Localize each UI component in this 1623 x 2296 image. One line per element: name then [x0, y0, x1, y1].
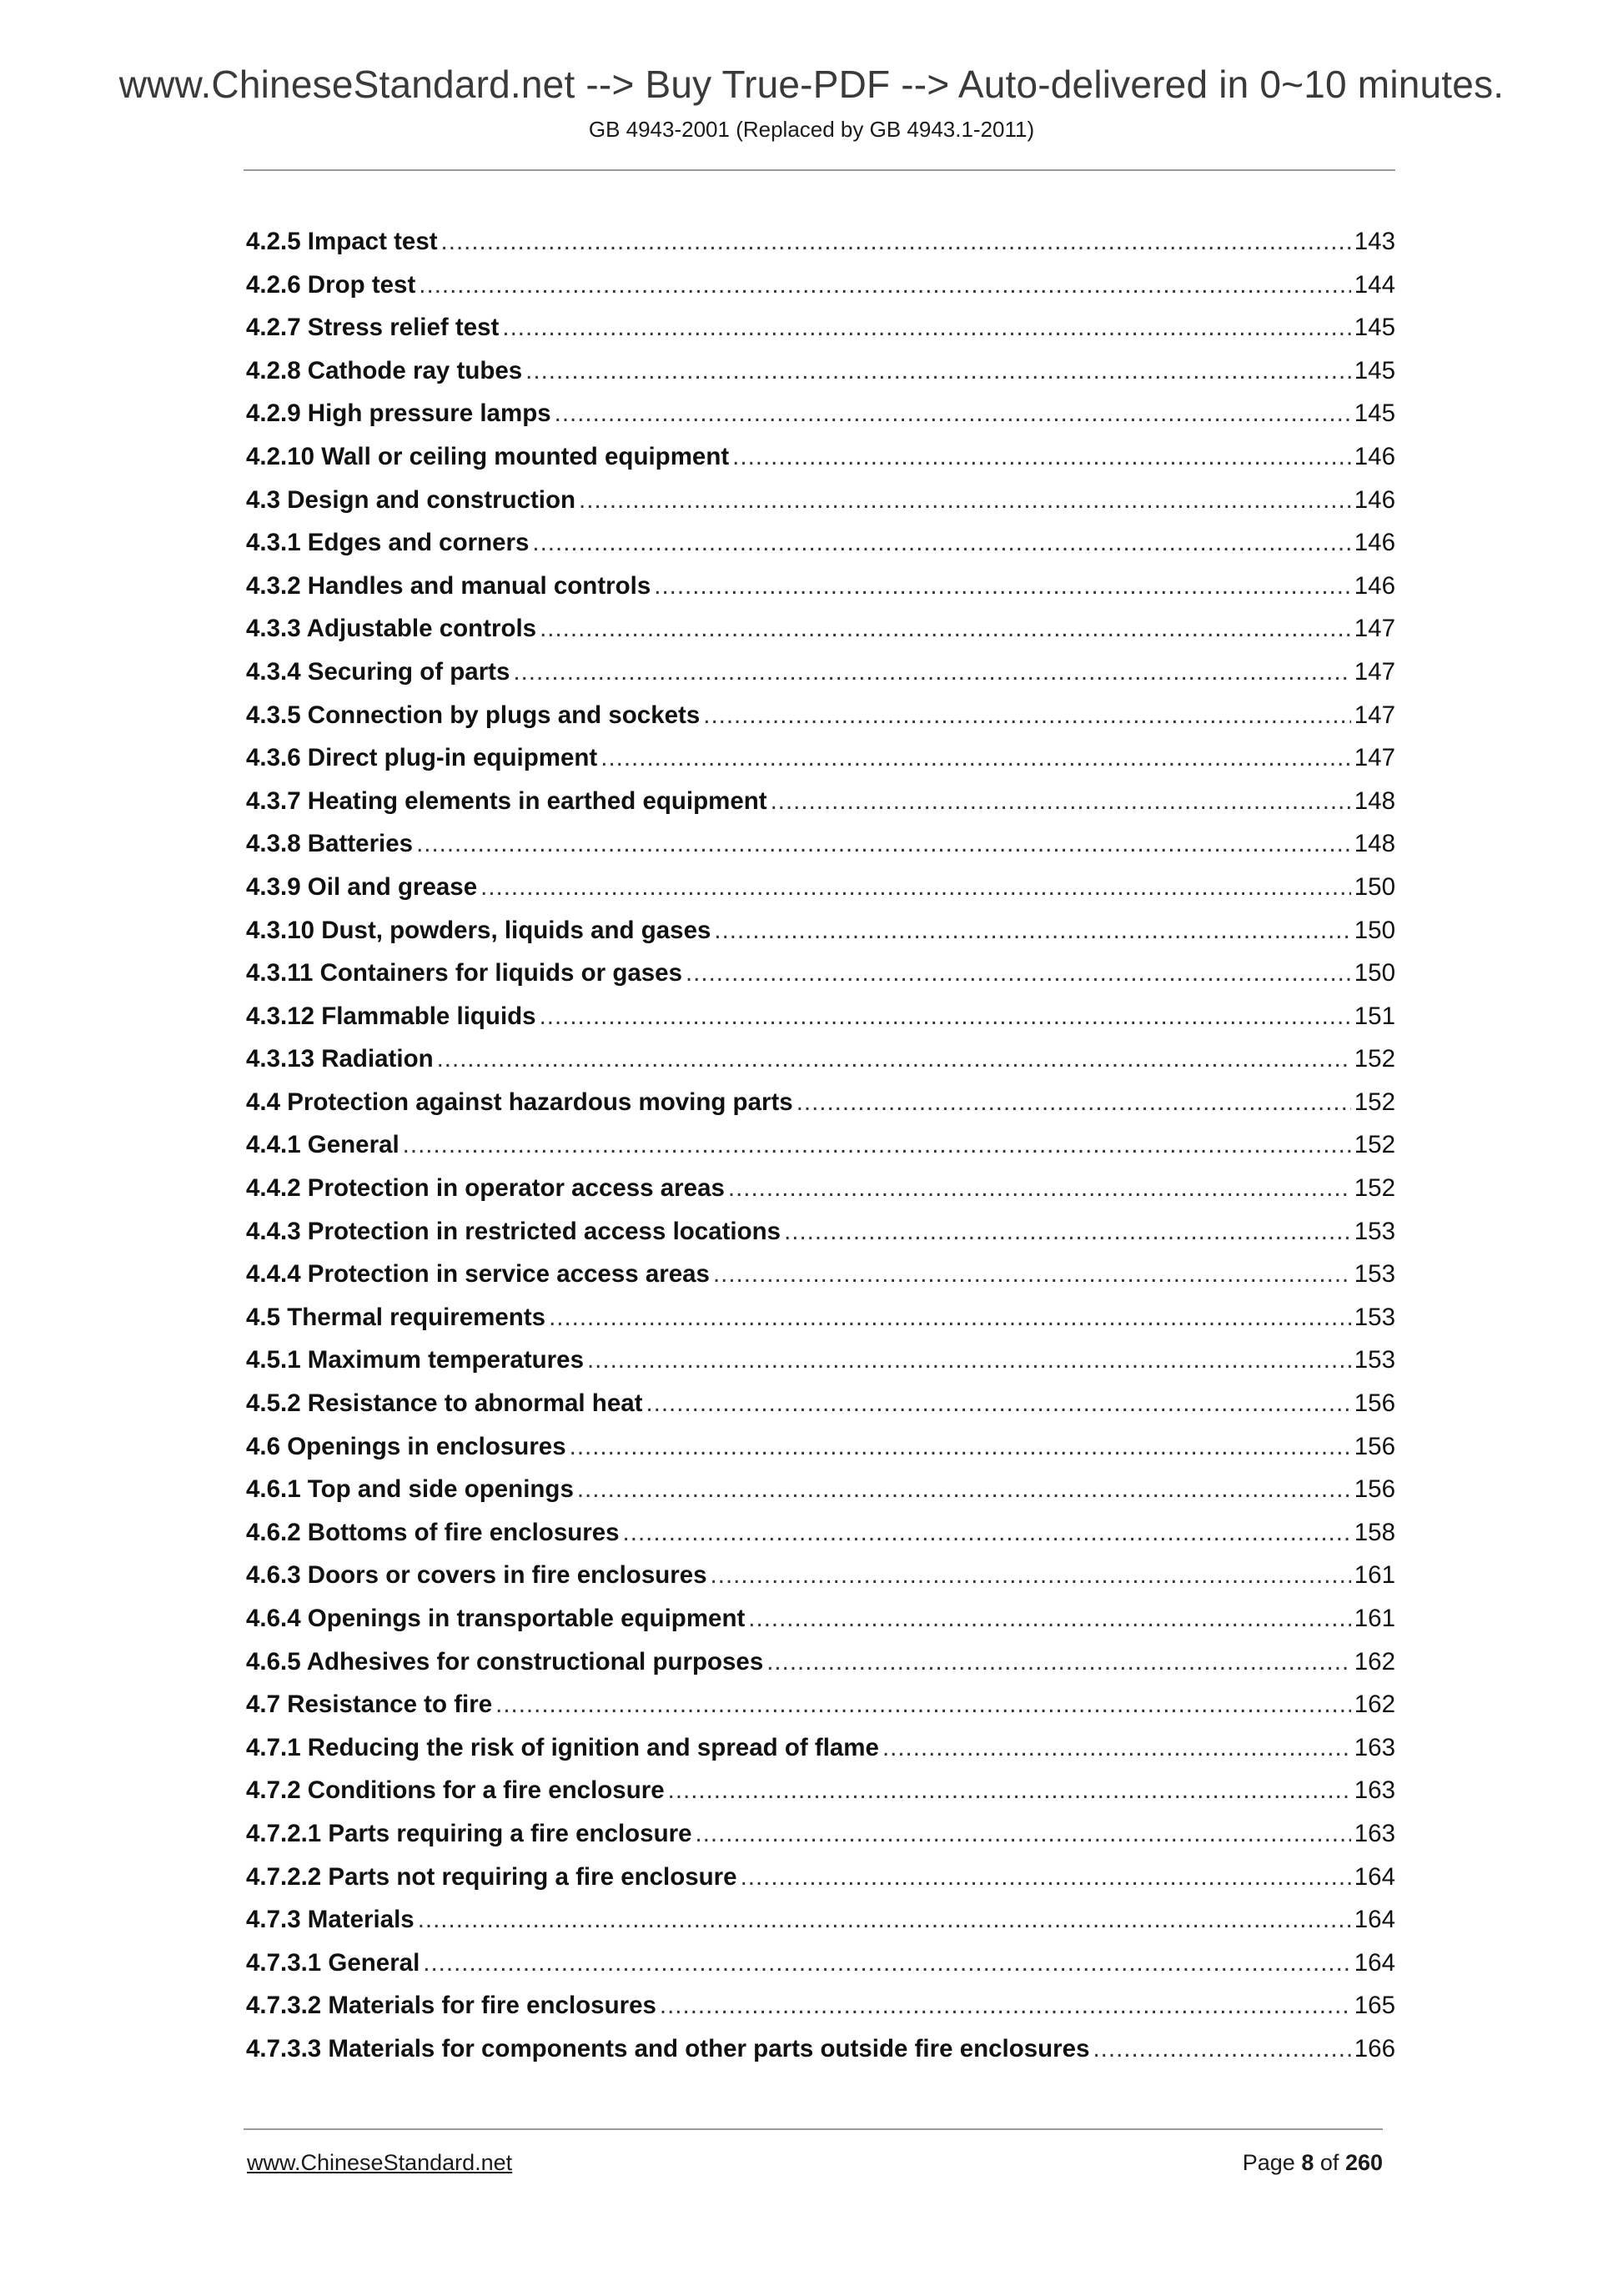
toc-entry-page: 147 [1354, 744, 1395, 772]
toc-entry-title: 4.5.1 Maximum temperatures [246, 1346, 584, 1374]
toc-entry[interactable] [246, 1683, 1395, 1726]
toc-entry[interactable] [246, 1942, 1395, 1985]
toc-entry-title: 4.7.2.2 Parts not requiring a fire enclosure [246, 1862, 737, 1891]
toc-entry-page: 145 [1354, 399, 1395, 428]
toc-entry[interactable] [246, 1554, 1395, 1597]
toc-dot-leader [796, 1081, 1351, 1124]
toc-entry-title: 4.6.4 Openings in transportable equipment [246, 1605, 746, 1632]
page-indicator [1243, 2150, 1383, 2176]
toc-entry[interactable] [246, 1253, 1395, 1296]
toc-entry-page: 161 [1354, 1561, 1395, 1590]
toc-entry-title: 4.6.3 Doors or covers in fire enclosures [246, 1561, 707, 1590]
toc-dot-leader [403, 1123, 1351, 1167]
toc-entry-title: 4.2.6 Drop test [246, 270, 416, 299]
toc-dot-leader [668, 1769, 1351, 1812]
toc-dot-leader [711, 1554, 1351, 1597]
toc-entry-title: 4.4.4 Protection in service access areas [246, 1260, 710, 1289]
toc-dot-leader [766, 1640, 1351, 1684]
toc-entry[interactable] [246, 349, 1395, 393]
toc-entry-page: 153 [1354, 1303, 1395, 1331]
toc-entry-title: 4.6.1 Top and side openings [246, 1475, 574, 1504]
toc-entry-title: 4.5 Thermal requirements [246, 1303, 546, 1331]
toc-dot-leader [784, 1210, 1351, 1254]
toc-entry[interactable] [246, 1726, 1395, 1770]
toc-dot-leader [660, 1984, 1351, 2027]
toc-entry-page: 152 [1354, 1131, 1395, 1159]
toc-entry-title: 4.3.3 Adjustable controls [246, 615, 537, 643]
table-of-contents [246, 220, 1395, 2071]
toc-entry[interactable] [246, 306, 1395, 349]
toc-entry[interactable] [246, 694, 1395, 737]
toc-dot-leader [732, 435, 1351, 479]
toc-entry-title: 4.4.1 General [246, 1131, 399, 1159]
toc-entry-page: 164 [1354, 1862, 1395, 1891]
toc-entry[interactable] [246, 264, 1395, 307]
toc-dot-leader [418, 1898, 1351, 1942]
toc-entry-title: 4.2.7 Stress relief test [246, 314, 500, 342]
toc-entry[interactable] [246, 1296, 1395, 1339]
toc-entry-page: 147 [1354, 701, 1395, 729]
toc-dot-leader [696, 1812, 1351, 1856]
toc-entry-title: 4.6.2 Bottoms of fire enclosures [246, 1518, 620, 1546]
toc-entry-page: 146 [1354, 485, 1395, 514]
download-banner: www.ChineseStandard.net --> Buy True-PDF --> Auto-delivered in 0~10 minutes. [118, 63, 1505, 106]
toc-entry-title: 4.7.2 Conditions for a fire enclosure [246, 1776, 665, 1805]
toc-entry[interactable] [246, 1382, 1395, 1425]
toc-entry[interactable] [246, 479, 1395, 522]
toc-entry-page: 151 [1354, 1002, 1395, 1030]
toc-dot-leader [771, 780, 1351, 823]
toc-entry-page: 143 [1354, 228, 1395, 255]
toc-entry[interactable] [246, 1210, 1395, 1254]
toc-entry-title: 4.3.4 Securing of parts [246, 657, 510, 686]
toc-entry-title: 4.3.9 Oil and grease [246, 872, 478, 901]
toc-entry-page: 156 [1354, 1475, 1395, 1504]
toc-dot-leader [513, 651, 1350, 694]
toc-entry-page: 153 [1354, 1217, 1395, 1245]
toc-entry-page: 150 [1354, 872, 1395, 901]
toc-entry-page: 153 [1354, 1260, 1395, 1289]
toc-entry-page: 161 [1354, 1605, 1395, 1632]
toc-dot-leader [882, 1726, 1351, 1770]
toc-entry-title: 4.7.2.1 Parts requiring a fire enclosure [246, 1819, 692, 1847]
toc-dot-leader [686, 952, 1351, 995]
toc-entry[interactable] [246, 1037, 1395, 1081]
toc-dot-leader [728, 1167, 1351, 1210]
toc-entry[interactable] [246, 1468, 1395, 1511]
toc-entry-page: 165 [1354, 1992, 1395, 2020]
toc-entry-title: 4.6.5 Adhesives for constructional purposes [246, 1647, 764, 1676]
page-of: of [1319, 2150, 1339, 2175]
toc-entry-page: 156 [1354, 1389, 1395, 1418]
toc-entry-title: 4.2.9 High pressure lamps [246, 399, 551, 428]
toc-dot-leader [480, 866, 1351, 909]
toc-dot-leader [577, 1468, 1351, 1511]
toc-dot-leader [525, 349, 1351, 393]
toc-dot-leader [646, 1382, 1350, 1425]
toc-entry[interactable] [246, 1339, 1395, 1382]
toc-entry-title: 4.3.2 Handles and manual controls [246, 571, 651, 600]
toc-dot-leader [600, 736, 1351, 780]
toc-entry-page: 152 [1354, 1088, 1395, 1116]
toc-entry-page: 163 [1354, 1776, 1395, 1805]
toc-entry[interactable] [246, 521, 1395, 565]
footer-divider [244, 2128, 1383, 2130]
toc-entry[interactable] [246, 1511, 1395, 1555]
toc-entry[interactable] [246, 435, 1395, 479]
toc-entry-page: 152 [1354, 1045, 1395, 1073]
toc-entry[interactable] [246, 1769, 1395, 1812]
toc-entry-title: 4.7.3.3 Materials for components and other parts outside fire enclosures [246, 2034, 1090, 2062]
toc-entry[interactable] [246, 565, 1395, 608]
toc-entry[interactable] [246, 2027, 1395, 2071]
toc-entry-page: 163 [1354, 1733, 1395, 1761]
toc-entry-page: 158 [1354, 1518, 1395, 1546]
toc-entry-page: 163 [1354, 1819, 1395, 1847]
toc-entry-page: 162 [1354, 1647, 1395, 1676]
toc-entry-title: 4.3.6 Direct plug-in equipment [246, 744, 598, 772]
toc-entry-title: 4.6 Openings in enclosures [246, 1432, 566, 1460]
toc-dot-leader [703, 694, 1351, 737]
toc-entry-page: 148 [1354, 830, 1395, 858]
toc-entry-page: 145 [1354, 356, 1395, 384]
toc-entry-title: 4.2.5 Impact test [246, 228, 438, 255]
toc-entry[interactable] [246, 1167, 1395, 1210]
footer-website-link[interactable]: www.ChineseStandard.net [247, 2150, 513, 2175]
toc-dot-leader [713, 1253, 1351, 1296]
toc-entry-page: 146 [1354, 442, 1395, 470]
toc-dot-leader [623, 1511, 1351, 1555]
toc-entry[interactable] [246, 1597, 1395, 1640]
toc-entry-title: 4.3.7 Heating elements in earthed equipment [246, 786, 767, 815]
toc-dot-leader [549, 1296, 1351, 1339]
toc-entry-title: 4.2.10 Wall or ceiling mounted equipment [246, 442, 730, 470]
toc-entry-title: 4.7.3.1 General [246, 1948, 420, 1977]
toc-entry-title: 4.7 Resistance to fire [246, 1691, 493, 1719]
toc-entry[interactable] [246, 392, 1395, 435]
toc-dot-leader [654, 565, 1351, 608]
toc-entry-page: 164 [1354, 1948, 1395, 1977]
toc-dot-leader [416, 822, 1351, 866]
toc-entry-page: 146 [1354, 529, 1395, 557]
toc-entry-page: 164 [1354, 1906, 1395, 1934]
toc-dot-leader [748, 1597, 1350, 1640]
document-subtitle: GB 4943-2001 (Replaced by GB 4943.1-2011) [588, 117, 1035, 142]
toc-entry-title: 4.4.3 Protection in restricted access locations [246, 1217, 781, 1245]
toc-entry-title: 4.3.10 Dust, powders, liquids and gases [246, 916, 711, 944]
toc-entry-title: 4.3.5 Connection by plugs and sockets [246, 701, 701, 729]
toc-entry[interactable] [246, 1984, 1395, 2027]
toc-entry-title: 4.3.12 Flammable liquids [246, 1002, 536, 1030]
toc-entry-page: 147 [1354, 615, 1395, 643]
toc-dot-leader [741, 1856, 1351, 1899]
toc-dot-leader [423, 1942, 1350, 1985]
toc-entry[interactable] [246, 1123, 1395, 1167]
toc-entry[interactable] [246, 822, 1395, 866]
toc-entry-title: 4.3.13 Radiation [246, 1045, 434, 1073]
toc-entry-page: 153 [1354, 1346, 1395, 1374]
toc-entry[interactable] [246, 995, 1395, 1038]
toc-entry[interactable] [246, 1856, 1395, 1899]
toc-entry[interactable] [246, 952, 1395, 995]
toc-dot-leader [714, 909, 1350, 952]
toc-entry-title: 4.3.11 Containers for liquids or gases [246, 959, 682, 987]
toc-entry-title: 4.7.3.2 Materials for fire enclosures [246, 1992, 656, 2020]
toc-entry-title: 4.2.8 Cathode ray tubes [246, 356, 523, 384]
toc-entry-title: 4.7.1 Reducing the risk of ignition and spread of flame [246, 1733, 879, 1761]
toc-dot-leader [540, 995, 1351, 1038]
toc-dot-leader [587, 1339, 1351, 1382]
toc-entry[interactable] [246, 1640, 1395, 1684]
toc-entry-page: 150 [1354, 959, 1395, 987]
toc-entry[interactable] [246, 220, 1395, 264]
toc-entry-title: 4.3 Design and construction [246, 485, 576, 514]
toc-entry[interactable] [246, 736, 1395, 780]
toc-entry-title: 4.3.8 Batteries [246, 830, 414, 858]
toc-entry[interactable] [246, 780, 1395, 823]
toc-dot-leader [532, 521, 1350, 565]
toc-dot-leader [570, 1425, 1351, 1469]
toc-entry-title: 4.4 Protection against hazardous moving parts [246, 1088, 793, 1116]
toc-entry-page: 145 [1354, 314, 1395, 342]
toc-entry-page: 152 [1354, 1174, 1395, 1203]
toc-dot-leader [437, 1037, 1351, 1081]
toc-dot-leader [1093, 2027, 1350, 2071]
toc-entry-page: 147 [1354, 657, 1395, 686]
total-page-count: 260 [1344, 2150, 1383, 2175]
toc-dot-leader [419, 264, 1350, 307]
toc-entry[interactable] [246, 1898, 1395, 1942]
toc-entry-title: 4.7.3 Materials [246, 1906, 415, 1934]
toc-dot-leader [441, 220, 1351, 264]
toc-entry-title: 4.3.1 Edges and corners [246, 529, 530, 557]
toc-entry[interactable] [246, 1425, 1395, 1469]
page-prefix: Page [1242, 2150, 1295, 2175]
toc-entry-title: 4.5.2 Resistance to abnormal heat [246, 1389, 643, 1418]
toc-dot-leader [502, 306, 1350, 349]
toc-entry-page: 144 [1354, 270, 1395, 299]
toc-entry-page: 156 [1354, 1432, 1395, 1460]
toc-dot-leader [540, 607, 1351, 651]
toc-dot-leader [495, 1683, 1351, 1726]
toc-entry[interactable] [246, 607, 1395, 651]
toc-entry-page: 150 [1354, 916, 1395, 944]
toc-entry-page: 148 [1354, 786, 1395, 815]
header-divider [244, 169, 1395, 171]
toc-entry-title: 4.4.2 Protection in operator access areas [246, 1174, 725, 1203]
toc-entry[interactable] [246, 651, 1395, 694]
toc-entry-page: 146 [1354, 571, 1395, 600]
toc-entry[interactable] [246, 909, 1395, 952]
toc-dot-leader [579, 479, 1351, 522]
toc-entry[interactable] [246, 866, 1395, 909]
toc-entry-page: 162 [1354, 1691, 1395, 1719]
toc-dot-leader [555, 392, 1351, 435]
toc-entry-page: 166 [1354, 2034, 1395, 2062]
toc-entry[interactable] [246, 1812, 1395, 1856]
toc-entry[interactable] [246, 1081, 1395, 1124]
current-page-number: 8 [1301, 2150, 1314, 2175]
